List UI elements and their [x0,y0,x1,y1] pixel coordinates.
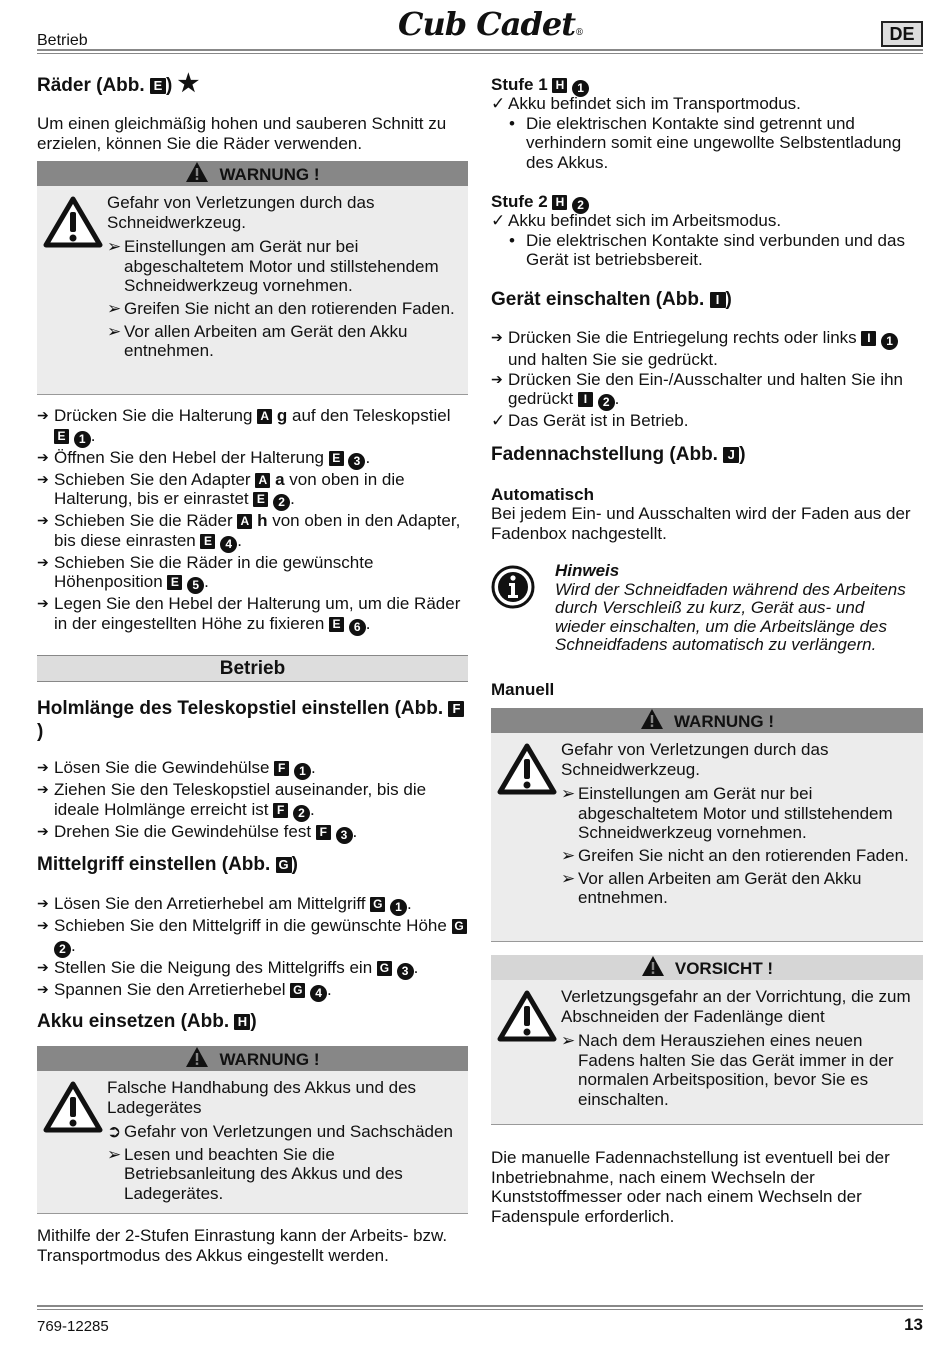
warning-item: ➢ Einstellungen am Gerät nur bei abgeschaltetem Motor und stillstehendem Schneidwerkzeug vornehmen. [107,237,439,296]
warning-triangle-icon [43,196,103,248]
warning-item: ➢ Einstellungen am Gerät nur bei abgeschaltetem Motor und stillstehendem Schneidwerkzeug vornehmen. [561,784,893,843]
chevron-icon: ➢ [561,784,576,804]
arrow-icon: ➔ [37,917,49,933]
hint-heading: Hinweis [555,561,620,580]
on-steps [491,328,923,431]
arrow-icon: ➔ [37,822,49,839]
arrow-icon: ➔ [37,759,49,775]
warning-item: ➢ Vor allen Arbeiten am Gerät den Akku entnehmen. [561,868,862,908]
bullet-item: • Die elektrischen Kontakte sind getrennt und verhindern somit eine ungewollte Selbstentladung des Akkus. [509,113,902,172]
akku-outro: Mithilfe der 2-Stufen Einrastung kann der Arbeits- bzw. Transportmodus des Akkus eingestellt werden. [37,1226,448,1265]
step-item: ➔ Lösen Sie die Gewindehülse F 1 . [37,758,316,778]
trademark: ® [574,28,583,38]
check-item: ✓ Akku befindet sich im Transportmodus. [491,94,801,113]
hint-text: Wird der Schneidfaden während des Arbeitens durch Verschleiß zu kurz, Gerät aus- und wieder einschalten, um die Arbeitslänge des Schneidfadens automatisch zu verlängern. [555,579,906,655]
arrow-icon: ➔ [37,781,49,797]
hint-block [491,562,923,674]
warning-text: Gefahr von Verletzungen durch das Schneidwerkzeug. [107,193,375,232]
holm-steps [37,758,468,844]
manual-heading: Manuell [491,680,555,699]
wheels-heading: Räder (Abb. E ) ★ [37,70,200,97]
footer-rule [37,1305,923,1310]
wheels-steps [37,406,468,636]
warning-icon [641,955,665,977]
faden-outro: Die manuelle Fadennachstellung ist eventuell bei der Inbetriebnahme, nach einem Wechseln der Kunststoffmesser oder nach einem Wechseln der Fadenspule erforderlich. [491,1148,890,1226]
warning-header: WARNUNG ! [37,161,468,186]
warning-item: ➢ Greifen Sie nicht an den rotierenden Faden. [561,845,909,865]
stufe2-body [491,211,923,270]
auto-heading: Automatisch [491,485,594,504]
chevron-icon: ➢ [561,845,576,865]
step-item: ➔ Schieben Sie die Räder A h von oben in den Adapter, bis diese einrasten E 4 . [37,511,461,551]
step-item: ➔ Schieben Sie die Räder in die gewünschte Höhenposition E 5 . [37,552,374,593]
warning-triangle-icon [497,990,557,1042]
step-item: ➔ Schieben Sie den Mittelgriff in die gewünschte Höhe G 2 . [37,916,468,958]
header-rule [37,49,923,54]
arrow-icon: ➔ [37,470,49,487]
arrow-icon: ➔ [491,329,503,345]
arrow-icon: ➔ [37,512,49,529]
step-item: ➔ Drücken Sie die Halterung A g auf den Teleskopstiel E 1 . [37,406,451,446]
arrow-icon: ➔ [37,595,49,612]
bullet-icon: • [509,113,515,133]
arrow-icon: ➔ [37,553,49,570]
header-section: Betrieb [37,32,88,49]
chevron-icon: ➢ [561,1031,576,1051]
warning-item: ➢ Greifen Sie nicht an den rotierenden Faden. [107,298,455,318]
mittel-heading: Mittelgriff einstellen (Abb. G ) [37,854,298,875]
arrow-icon: ➔ [37,958,49,975]
step-item: ➔ Lösen Sie den Arretierhebel am Mittelgriff G 1 . [37,894,412,914]
step-item: ➔ Spannen Sie den Arretierhebel G 4 . [37,979,332,1000]
caution-box [491,955,923,1125]
warning-header: WARNUNG ! [491,708,923,733]
check-icon: ✓ [491,94,506,113]
arrow-icon: ➔ [37,407,49,423]
page-number: 13 [904,1315,923,1334]
on-heading: Gerät einschalten (Abb. I ) [491,289,732,310]
warning-triangle-icon [497,743,557,795]
caution-header: VORSICHT ! [491,955,923,980]
warning-text: Falsche Handhabung des Akkus und des Ladegerätes [107,1078,417,1117]
arrow-icon: ➔ [37,448,49,465]
warning-icon [640,708,664,730]
step-item: ➔ Drücken Sie den Ein-/Ausschalter und halten Sie ihn gedrückt I 2 . [491,369,904,410]
warning-text: Gefahr von Verletzungen durch das Schneidwerkzeug. [561,740,829,779]
faden-heading: Fadennachstellung (Abb. J ) [491,444,746,465]
arrow-icon: ➔ [491,370,503,387]
warning-icon [185,161,209,183]
warning-box-wheels [37,161,468,395]
mittel-steps [37,894,468,1002]
check-item: ✓ Das Gerät ist in Betrieb. [491,411,689,431]
document-code: 769-12285 [37,1318,109,1335]
warning-item: ➢ Lesen und beachten Sie die Betriebsanleitung des Akkus und des Ladegerätes. [107,1144,403,1203]
arrow-icon: ➔ [37,980,49,997]
bullet-icon: • [509,230,515,250]
wheels-intro: Um einen gleichmäßig hohen und sauberen Schnitt zu erzielen, können Sie die Räder verwenden. [37,114,447,153]
brand-name: Cub Cadet [398,5,575,43]
warning-triangle-icon [43,1081,103,1133]
consequence-arrow-icon: ➲ [107,1122,122,1142]
step-item: ➔ Drehen Sie die Gewindehülse fest F 3 . [37,821,358,842]
star-icon: ★ [177,70,200,97]
chevron-icon: ➢ [107,1144,122,1164]
chevron-icon: ➢ [107,321,122,341]
bullet-item: • Die elektrischen Kontakte sind verbunden und das Gerät ist betriebsbereit. [509,230,905,270]
caution-item: ➢ Nach dem Herausziehen eines neuen Fadens halten Sie das Gerät immer in der normalen Arbeitsposition, bevor Sie es einschalten. [561,1031,894,1109]
stufe1-body [491,94,923,172]
warning-icon [185,1046,209,1068]
warning-box-akku [37,1046,468,1214]
step-item: ➔ Drücken Sie die Entriegelung rechts oder links I 1 und halten Sie sie gedrückt. [491,328,923,370]
figure-ref: E [150,78,166,94]
warning-consequence: ➲ Gefahr von Verletzungen und Sachschäden [107,1122,453,1142]
step-item: ➔ Stellen Sie die Neigung des Mittelgriffs ein G 3 . [37,957,419,978]
language-badge: DE [881,21,923,47]
arrow-icon: ➔ [37,895,49,911]
holm-heading: Holmlänge des Teleskopstiel einstellen (Abb. F) [37,697,468,743]
check-item: ✓ Akku befindet sich im Arbeitsmodus. [491,211,782,230]
section-bar-betrieb: Betrieb [37,655,468,682]
chevron-icon: ➢ [107,237,122,257]
auto-text: Bei jedem Ein- und Ausschalten wird der Faden aus der Fadenbox nachgestellt. [491,504,911,543]
step-item: ➔ Öffnen Sie den Hebel der Halterung E 3 . [37,447,371,468]
info-icon [491,565,535,609]
check-icon: ✓ [491,211,506,230]
warning-header: WARNUNG ! [37,1046,468,1071]
check-icon: ✓ [491,411,506,431]
stufe2-heading: Stufe 2 H 2 [491,192,923,214]
warning-box-faden [491,708,923,942]
step-item: ➔ Legen Sie den Hebel der Halterung um, um die Räder in der eingestellten Höhe zu fixieren E 6 . [37,594,461,634]
brand-logo [398,6,583,51]
chevron-icon: ➢ [107,298,122,318]
akku-heading: Akku einsetzen (Abb. H ) [37,1011,257,1032]
caution-text: Verletzungsgefahr an der Vorrichtung, die zum Abschneiden der Fadenlänge dient [561,987,911,1026]
step-item: ➔ Schieben Sie den Adapter A a von oben in die Halterung, bis er einrastet E 2 . [37,469,405,510]
step-item: ➔ Ziehen Sie den Teleskopstiel auseinander, bis die ideale Holmlänge erreicht ist F 2 . [37,780,427,820]
chevron-icon: ➢ [561,868,576,888]
stufe1-heading: Stufe 1 H 1 [491,75,923,97]
warning-item: ➢ Vor allen Arbeiten am Gerät den Akku entnehmen. [107,321,408,361]
